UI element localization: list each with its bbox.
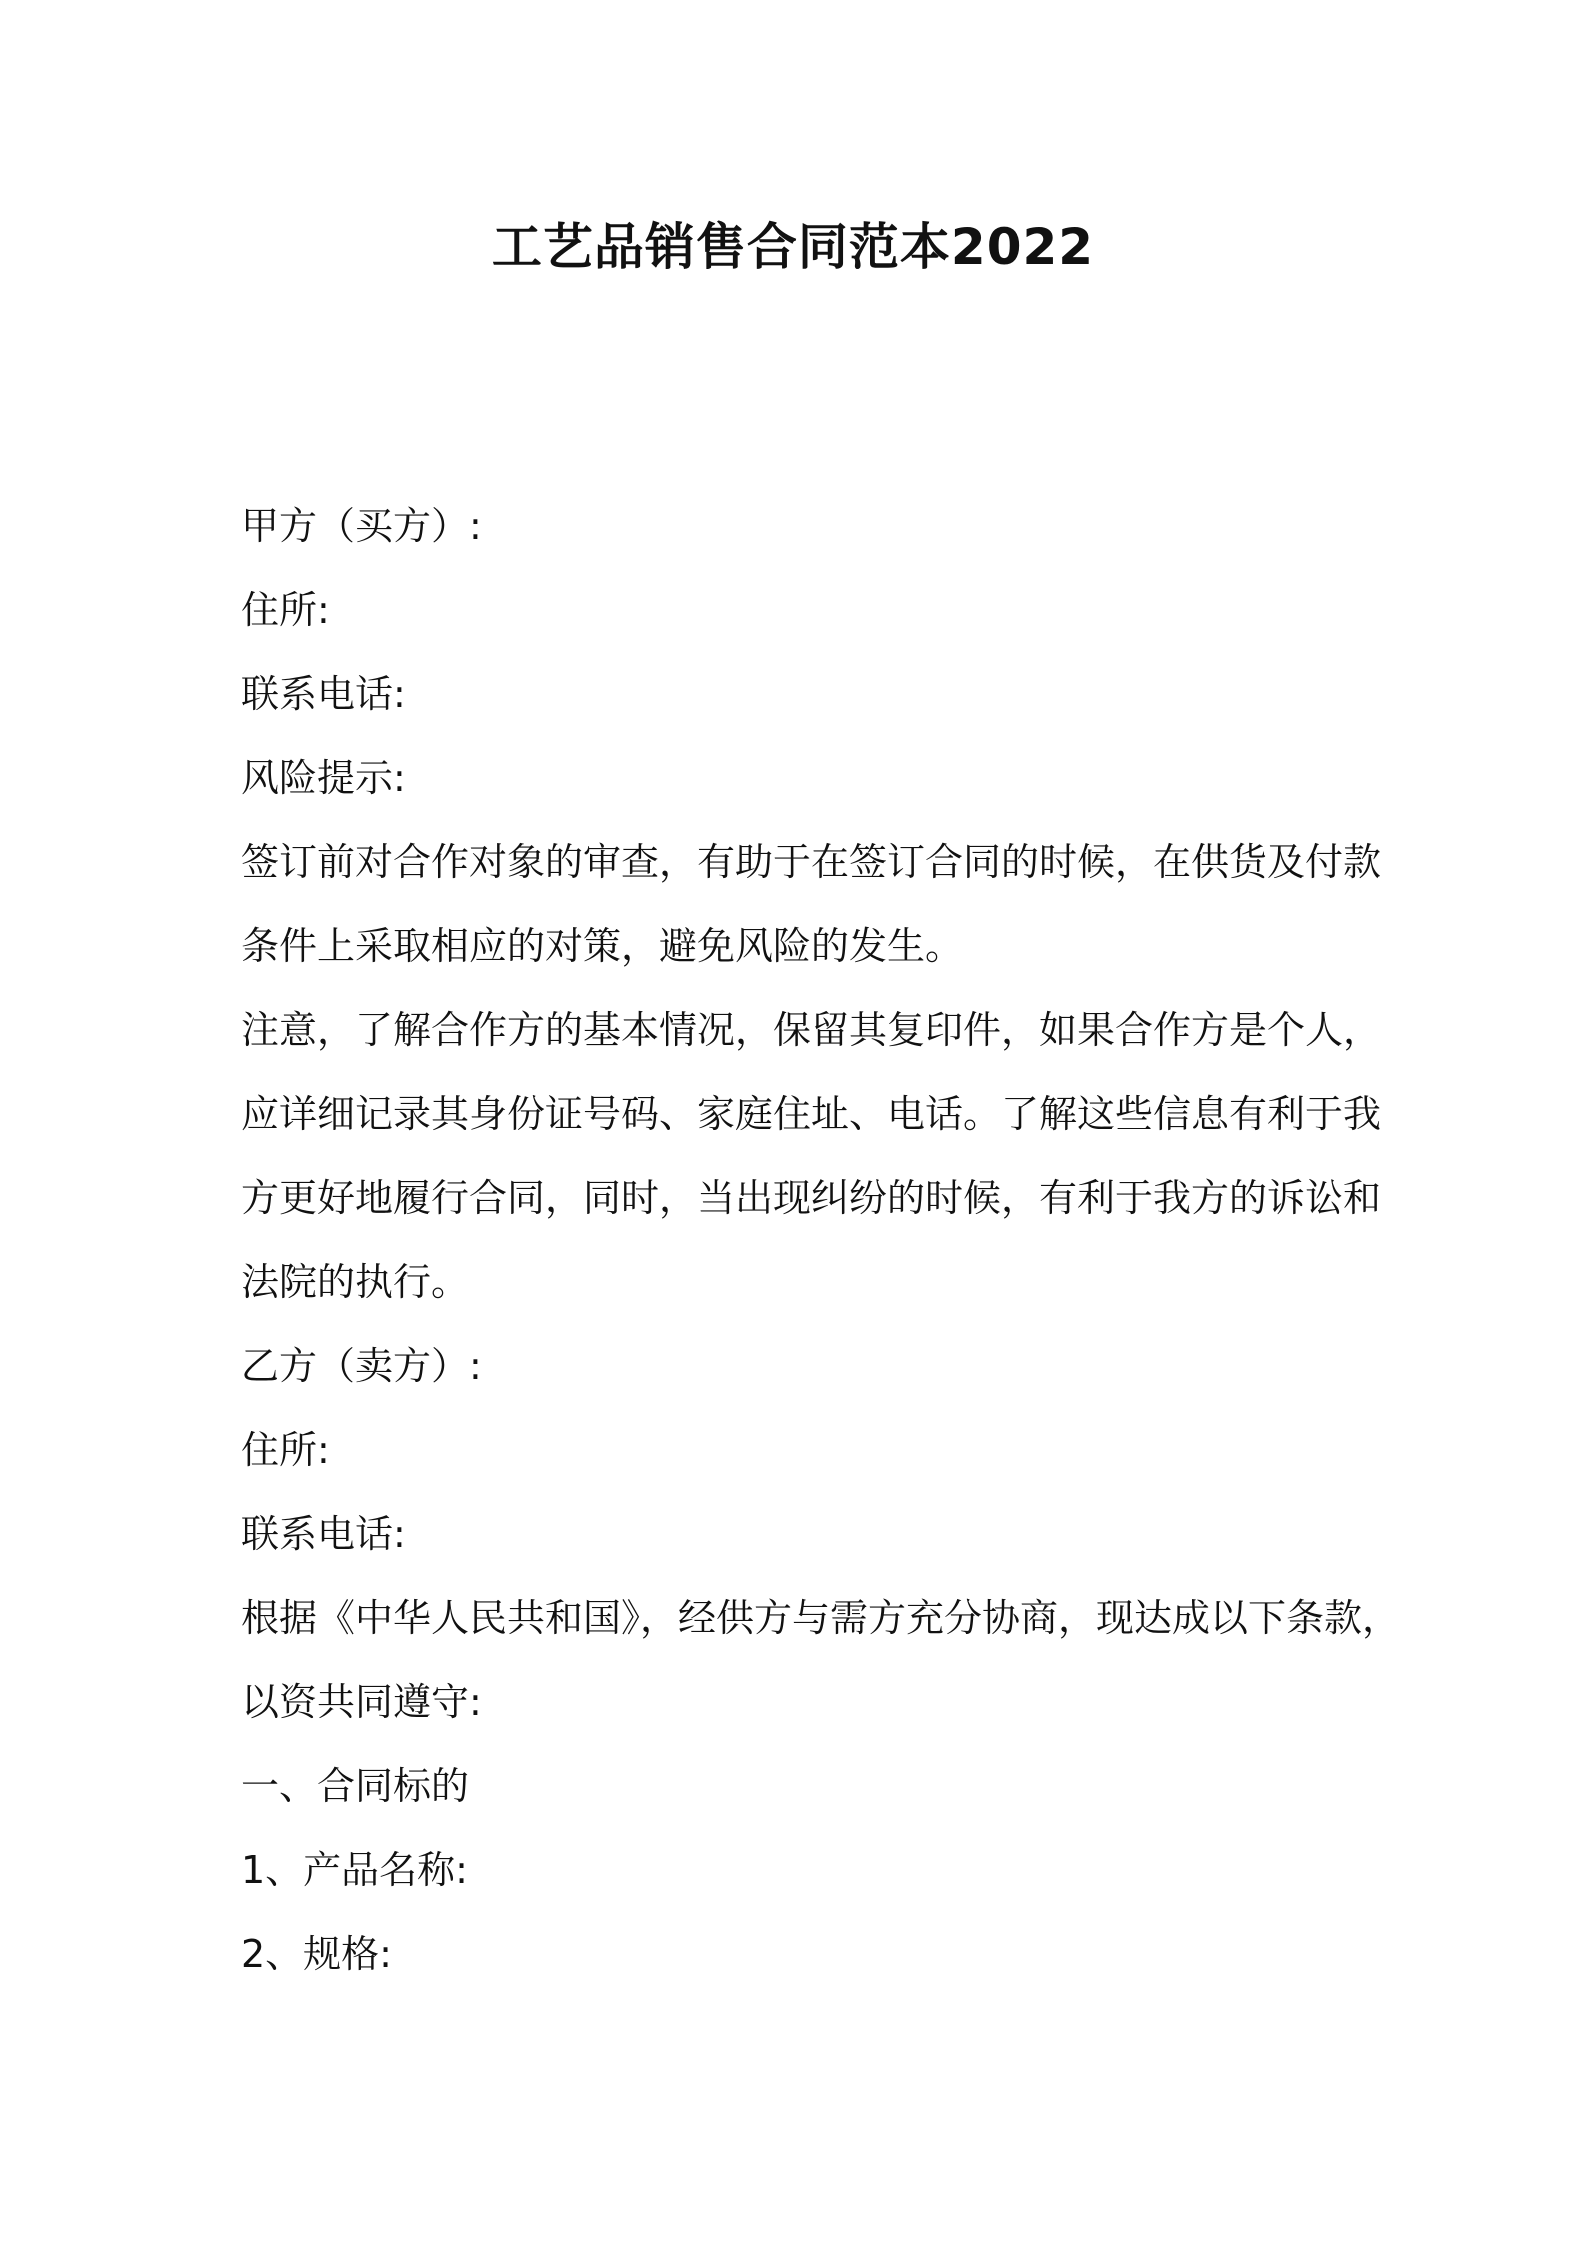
preamble-line-2: 以资共同遵守: — [241, 1680, 482, 1724]
risk-notice-paragraph-2-line-2: 应详细记录其身份证号码、家庭住址、电话。了解这些信息有利于我 — [241, 1092, 1382, 1136]
party-b-address-label: 住所: — [241, 1428, 330, 1472]
item-specification: 2、规格: — [241, 1932, 392, 1976]
risk-notice-paragraph-2-line-1: 注意，了解合作方的基本情况，保留其复印件，如果合作方是个人， — [241, 1008, 1382, 1052]
risk-notice-paragraph-1-line-2: 条件上采取相应的对策，避免风险的发生。 — [241, 924, 964, 968]
preamble-line-1: 根据《中华人民共和国》，经供方与需方充分协商，现达成以下条款， — [241, 1596, 1401, 1640]
section-1-heading: 一、合同标的 — [241, 1764, 470, 1808]
party-a-phone-label: 联系电话: — [241, 672, 406, 716]
document-title: 工艺品销售合同范本2022 — [491, 218, 1095, 276]
party-b-label: 乙方（卖方）: — [241, 1344, 482, 1388]
risk-notice-paragraph-1-line-1: 签订前对合作对象的审查，有助于在签订合同的时候，在供货及付款 — [241, 840, 1382, 884]
party-a-address-label: 住所: — [241, 588, 330, 632]
risk-notice-paragraph-2-line-4: 法院的执行。 — [241, 1260, 470, 1304]
document-body — [241, 484, 1401, 1996]
risk-notice-heading: 风险提示: — [241, 756, 406, 800]
item-product-name: 1、产品名称: — [241, 1848, 468, 1892]
party-b-phone-label: 联系电话: — [241, 1512, 406, 1556]
risk-notice-paragraph-2-line-3: 方更好地履行合同，同时，当出现纠纷的时候，有利于我方的诉讼和 — [241, 1176, 1382, 1220]
party-a-label: 甲方（买方）: — [241, 504, 482, 548]
